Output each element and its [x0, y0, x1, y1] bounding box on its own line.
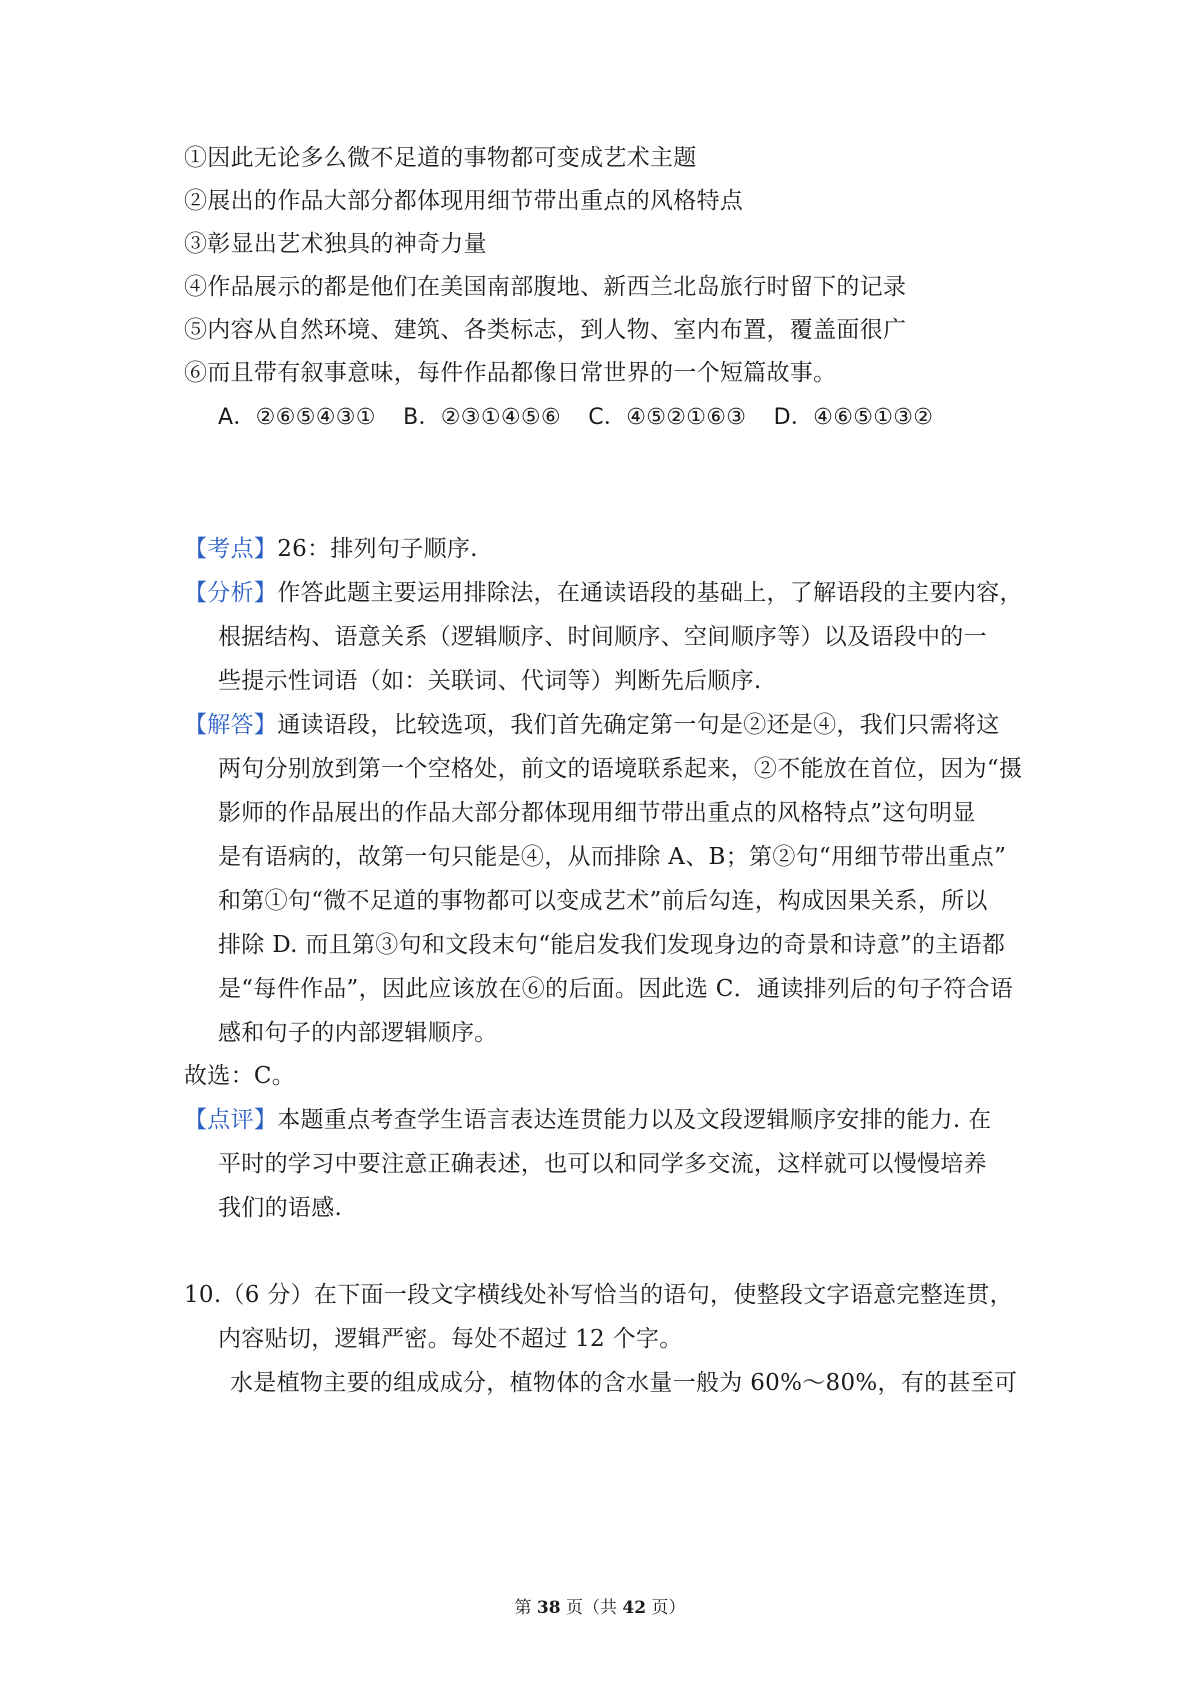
jieda-tag: 【解答】: [184, 712, 278, 738]
sentence-2: ②展出的作品大部分都体现用细节带出重点的风格特点: [184, 188, 744, 214]
dianping-tag: 【点评】: [184, 1107, 278, 1133]
answer-choices: [218, 403, 953, 433]
page-footer: [0, 1596, 1200, 1620]
jieda-line-8: 感和句子的内部逻辑顺序。: [218, 1020, 498, 1046]
kaodian-section: [184, 534, 478, 564]
kaodian-tag: 【考点】: [184, 536, 278, 562]
dianping-line-3: 我们的语感.: [218, 1195, 343, 1221]
dianping-line-2: 平时的学习中要注意正确表述，也可以和同学多交流，这样就可以慢慢培养: [218, 1151, 987, 1177]
sentence-3: ③彰显出艺术独具的神奇力量: [184, 231, 487, 257]
jieda-line-6: 排除 D. 而且第③句和文段末句“能启发我们发现身边的奇景和诗意”的主语都: [218, 932, 1006, 958]
choice-d: D．④⑥⑤①③②: [773, 405, 934, 430]
jieda-section: [184, 710, 1000, 740]
footer-total-pages: 42: [622, 1598, 647, 1618]
question-10-line-1: 10.（6 分）在下面一段文字横线处补写恰当的语句，使整段文字语意完整连贯，: [184, 1282, 1013, 1308]
sentence-1: ①因此无论多么微不足道的事物都可变成艺术主题: [184, 145, 697, 171]
jieda-line-3: 影师的作品展出的作品大部分都体现用细节带出重点的风格特点”这句明显: [218, 800, 976, 826]
dianping-section: [184, 1105, 991, 1135]
choice-c: C．④⑤②①⑥③: [588, 405, 747, 430]
jieda-line-2: 两句分别放到第一个空格处，前文的语境联系起来，②不能放在首位，因为“摄: [218, 756, 1023, 782]
sentence-6: ⑥而且带有叙事意味，每件作品都像日常世界的一个短篇故事。: [184, 360, 837, 386]
fenxi-section: [184, 578, 1023, 608]
sentence-4: ④作品展示的都是他们在美国南部腹地、新西兰北岛旅行时留下的记录: [184, 274, 907, 300]
footer-suffix: 页）: [651, 1598, 686, 1618]
footer-page-number: 38: [536, 1598, 561, 1618]
fenxi-tag: 【分析】: [184, 580, 278, 606]
footer-prefix: 第: [514, 1598, 532, 1618]
fenxi-line-3: 些提示性词语（如：关联词、代词等）判断先后顺序.: [218, 668, 762, 694]
jieda-line-7: 是“每件作品”，因此应该放在⑥的后面。因此选 C．通读排列后的句子符合语: [218, 976, 1014, 1002]
jieda-line-5: 和第①句“微不足道的事物都可以变成艺术”前后勾连，构成因果关系，所以: [218, 888, 988, 914]
dianping-line-1: 本题重点考查学生语言表达连贯能力以及文段逻辑顺序安排的能力. 在: [277, 1107, 992, 1133]
choice-a: A．②⑥⑤④③①: [218, 405, 376, 430]
final-answer: 故选：C。: [184, 1063, 296, 1089]
question-10-passage: 水是植物主要的组成成分，植物体的含水量一般为 60%～80%，有的甚至可: [230, 1370, 1018, 1396]
jieda-line-1: 通读语段，比较选项，我们首先确定第一句是②还是④，我们只需将这: [277, 712, 1000, 738]
kaodian-text: 26：排列句子顺序.: [277, 536, 478, 562]
choice-b: B．②③①④⑤⑥: [403, 405, 561, 430]
sentence-5: ⑤内容从自然环境、建筑、各类标志，到人物、室内布置，覆盖面很广: [184, 317, 907, 343]
question-10-line-2: 内容贴切，逻辑严密。每处不超过 12 个字。: [218, 1326, 683, 1352]
fenxi-line-1: 作答此题主要运用排除法，在通读语段的基础上，了解语段的主要内容，: [277, 580, 1023, 606]
fenxi-line-2: 根据结构、语意关系（逻辑顺序、时间顺序、空间顺序等）以及语段中的一: [218, 624, 987, 650]
footer-middle: 页（共: [566, 1598, 617, 1618]
jieda-line-4: 是有语病的，故第一句只能是④，从而排除 A、B；第②句“用细节带出重点”: [218, 844, 1007, 870]
